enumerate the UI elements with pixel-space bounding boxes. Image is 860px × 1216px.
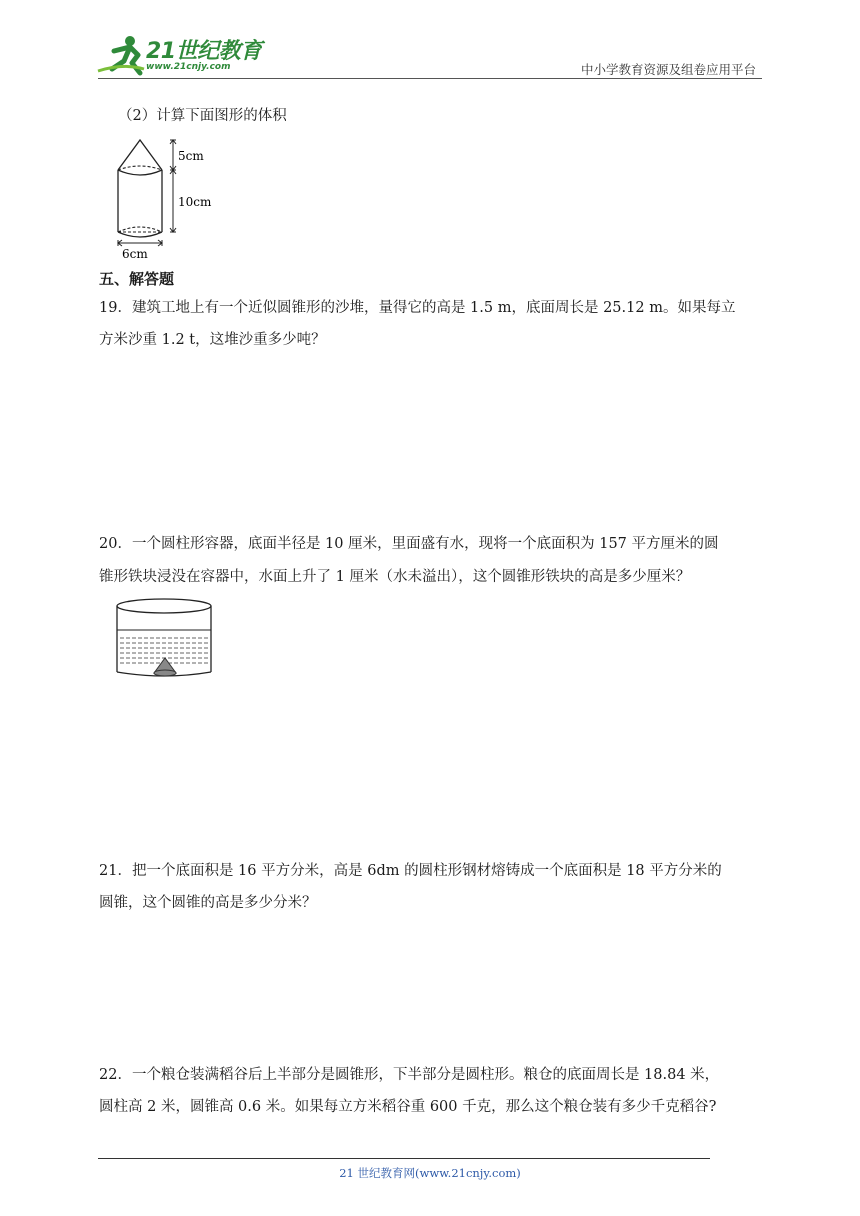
q22-line2: 圆柱高 2 米，圆锥高 0.6 米。如果每立方米稻谷重 600 千克，那么这个粮仓装有多少千克稻谷?: [99, 1099, 717, 1115]
header-divider: [98, 78, 762, 79]
q22-line1: 22．一个粮仓装满稻谷后上半部分是圆锥形，下半部分是圆柱形。粮仓的底面周长是 18.84 米，: [99, 1067, 720, 1083]
label-5cm: 5cm: [178, 149, 204, 163]
q20-line2: 锥形铁块浸没在容器中，水面上升了 1 厘米（水未溢出），这个圆锥形铁块的高是多少厘米？: [99, 569, 691, 585]
header-platform-text: 中小学教育资源及组卷应用平台: [580, 62, 756, 77]
section-title: 五、解答题: [99, 270, 175, 288]
q18-part2-text: （2）计算下面图形的体积: [118, 108, 287, 124]
logo-url: www.21cnjy.com: [146, 62, 231, 72]
label-10cm: 10cm: [178, 195, 212, 209]
cone-cylinder-figure: [112, 136, 224, 262]
q19-line1: 19．建筑工地上有一个近似圆锥形的沙堆，量得它的高是 1.5 m，底面周长是 25.12 m。如果每立: [99, 300, 736, 316]
label-6cm: 6cm: [122, 247, 148, 261]
q21-line1: 21．把一个底面积是 16 平方分米，高是 6dm 的圆柱形钢材熔铸成一个底面积是 18 平方分米的: [99, 863, 722, 879]
footer-text: 21 世纪教育网(www.21cnjy.com): [339, 1166, 521, 1180]
runner-icon: [98, 36, 144, 73]
container-figure: [112, 596, 216, 680]
iron-cone-icon: [154, 658, 176, 676]
logo-text: 21世纪教育: [146, 39, 262, 64]
footer-divider: [98, 1158, 710, 1159]
q21-line2: 圆锥，这个圆锥的高是多少分米？: [99, 895, 317, 911]
q19-line2: 方米沙重 1.2 t，这堆沙重多少吨？: [99, 332, 326, 348]
q20-line1: 20．一个圆柱形容器，底面半径是 10 厘米，里面盛有水，现将一个底面积为 157 平方厘米的圆: [99, 536, 719, 552]
